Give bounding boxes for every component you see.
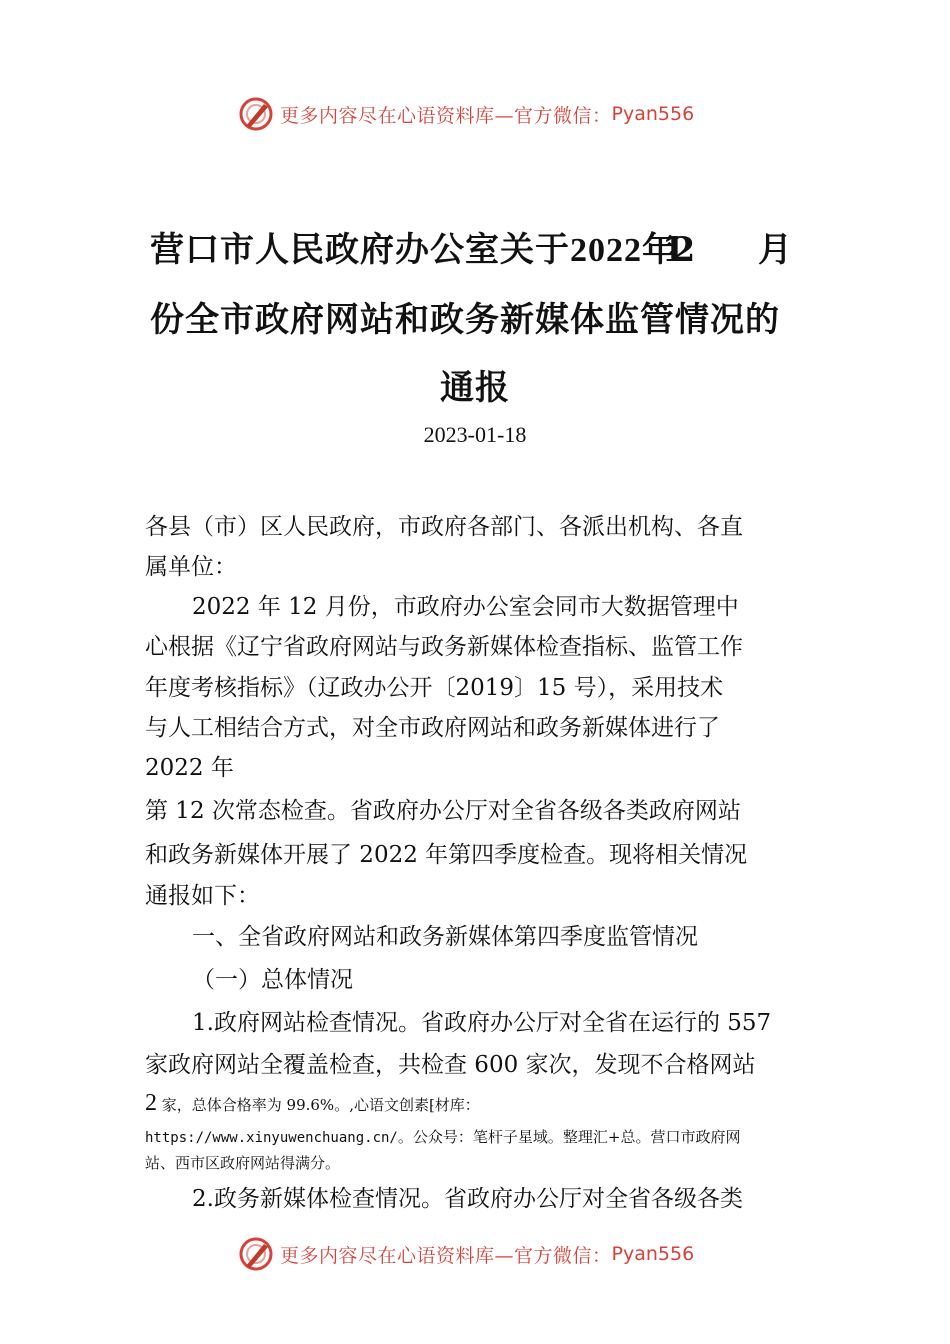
- note-text: 。公众号：笔杆子星域。整理汇+总。营口市政府网: [397, 1128, 741, 1146]
- body-line: 家政府网站全覆盖检查，共检查 600 家次，发现不合格网站: [145, 1052, 756, 1078]
- body-line: 通报如下：: [145, 883, 260, 909]
- body-line: 2022 年: [145, 755, 234, 781]
- body-line: 1.政府网站检查情况。省政府办公厅对全省在运行的 557: [192, 1010, 772, 1036]
- body-line: 2.政务新媒体检查情况。省政府办公厅对全省各级各类: [192, 1186, 743, 1212]
- body-line: 年度考核指标》（辽政办公开〔2019〕15 号），采用技术: [145, 675, 724, 701]
- subsection-heading: （一）总体情况: [192, 967, 353, 993]
- title-year: 2022: [570, 232, 642, 269]
- inserted-note-url: [145, 1126, 740, 1147]
- pen-circle-logo-icon: [238, 1236, 274, 1272]
- wechat-id: Pyan556: [611, 103, 695, 125]
- footer-watermark: [0, 1232, 950, 1276]
- title-month: 月: [758, 230, 793, 270]
- body-line: 心根据《辽宁省政府网站与政务新媒体检查指标、监管工作: [145, 634, 743, 660]
- wechat-id: Pyan556: [611, 1243, 695, 1265]
- section-heading: 一、全省政府网站和政务新媒体第四季度监管情况: [192, 924, 698, 950]
- pen-circle-logo-icon: [238, 96, 274, 132]
- body-line: 和政务新媒体开展了 2022 年第四季度检查。现将相关情况: [145, 842, 748, 868]
- url-text: https://www.xinyuwenchuang.cn/: [145, 1130, 398, 1146]
- inserted-note-end: 站、西市区政府网站得满分。: [145, 1154, 341, 1172]
- count-number: 2: [145, 1090, 157, 1116]
- body-line: 第 12 次常态检查。省政府办公厅对全省各级各类政府网站: [145, 798, 741, 824]
- body-line: 2022 年 12 月份，市政府办公室会同市大数据管理中: [192, 594, 739, 620]
- watermark-text: 更多内容尽在心语资料库—官方微信：: [280, 1244, 612, 1267]
- doc-title-line3: 通报: [440, 368, 510, 408]
- body-line: 各县（市）区人民政府，市政府各部门、各派出机构、各直: [145, 514, 743, 540]
- body-line: 属单位：: [145, 554, 237, 580]
- watermark-text: 更多内容尽在心语资料库—官方微信：: [280, 104, 612, 127]
- body-line: 与人工相结合方式，对全市政府网站和政务新媒体进行了: [145, 715, 720, 741]
- inserted-note: [145, 1090, 480, 1117]
- title-text-b: 年12: [642, 230, 682, 270]
- doc-title-line2: 份全市政府网站和政务新媒体监管情况的: [150, 300, 780, 340]
- doc-title-line1: [150, 222, 800, 271]
- header-watermark: [0, 92, 950, 136]
- title-text-a: 营口市人民政府办公室关于: [150, 230, 570, 270]
- doc-date: 2023-01-18: [423, 422, 527, 447]
- note-text: 家，总体合格率为 99.6%。,心语文创素⁅材库：: [157, 1096, 480, 1114]
